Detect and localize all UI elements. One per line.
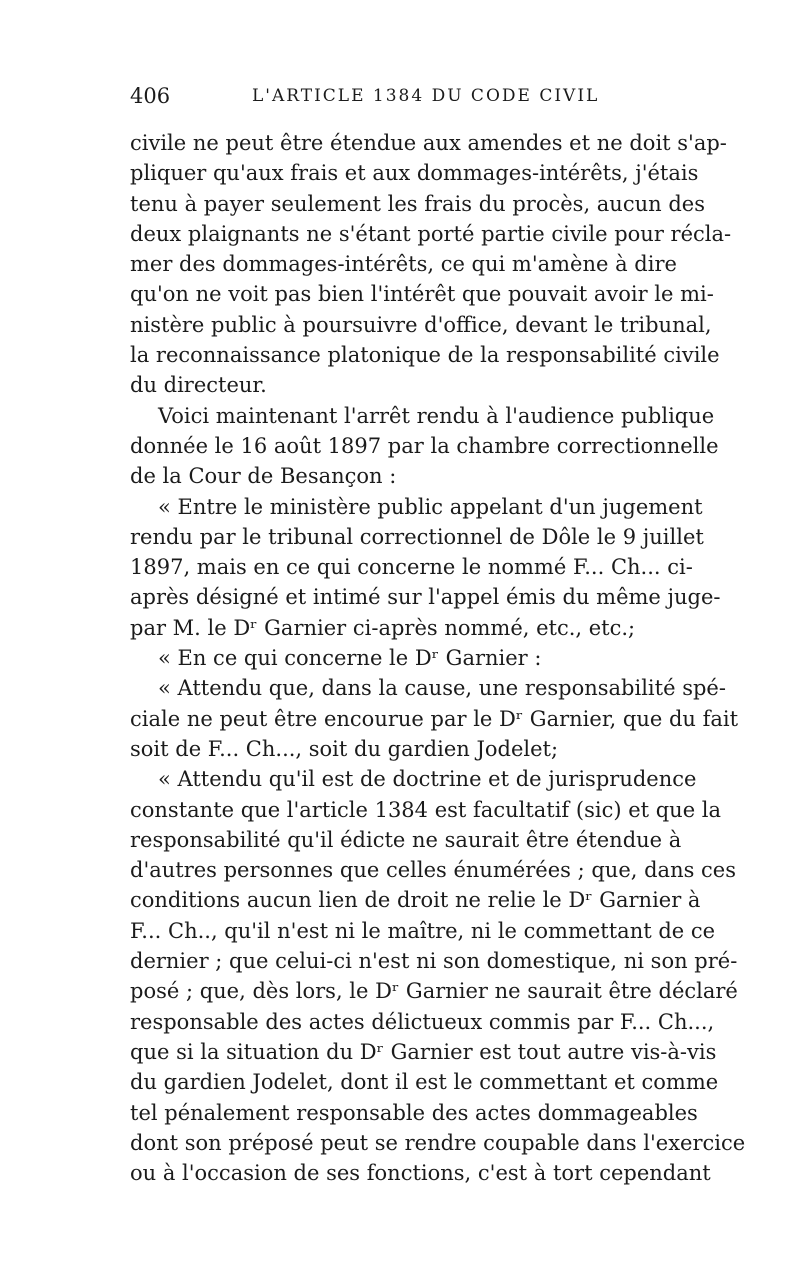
text-line: qu'on ne voit pas bien l'intérêt que pouvait avoir le mi- <box>130 282 714 307</box>
text-line: du directeur. <box>130 373 267 398</box>
text-line: « En ce qui concerne le Dʳ Garnier : <box>158 646 542 671</box>
page-number: 406 <box>130 84 171 108</box>
text-line: 1897, mais en ce qui concerne le nommé F... Ch... ci- <box>130 555 693 580</box>
text-line: pliquer qu'aux frais et aux dommages-intérêts, j'étais <box>130 161 699 186</box>
text-line: que si la situation du Dʳ Garnier est tout autre vis-à-vis <box>130 1039 717 1064</box>
body-text <box>130 128 746 1188</box>
text-line: soit de F... Ch..., soit du gardien Jodelet; <box>130 736 559 761</box>
running-title: L'ARTICLE 1384 DU CODE CIVIL <box>252 86 600 106</box>
text-line: constante que l'article 1384 est facultatif (sic) et que la <box>130 797 722 822</box>
text-line: donnée le 16 août 1897 par la chambre correctionnelle <box>130 433 719 458</box>
text-line: posé ; que, dès lors, le Dʳ Garnier ne saurait être déclaré <box>130 979 738 1004</box>
text-line: deux plaignants ne s'étant porté partie civile pour récla- <box>130 221 732 246</box>
text-line: civile ne peut être étendue aux amendes et ne doit s'ap- <box>130 131 727 155</box>
text-line: « Attendu que, dans la cause, une responsabilité spé- <box>158 676 726 701</box>
text-line: responsable des actes délictueux commis par F... Ch..., <box>130 1009 715 1034</box>
text-line: ciale ne peut être encourue par le Dʳ Garnier, que du fait <box>130 706 739 731</box>
text-line: Voici maintenant l'arrêt rendu à l'audience publique <box>158 403 715 428</box>
text-line: ou à l'occasion de ses fonctions, c'est à tort cependant <box>130 1161 711 1186</box>
text-line: conditions aucun lien de droit ne relie le Dʳ Garnier à <box>130 888 701 913</box>
text-line: nistère public à poursuivre d'office, devant le tribunal, <box>130 312 712 337</box>
text-line: F... Ch.., qu'il n'est ni le maître, ni le commettant de ce <box>130 918 716 943</box>
text-line: rendu par le tribunal correctionnel de Dôle le 9 juillet <box>130 524 704 549</box>
text-line: tel pénalement responsable des actes dommageables <box>130 1100 698 1125</box>
text-line: de la Cour de Besançon : <box>130 464 397 489</box>
text-line: « Attendu qu'il est de doctrine et de jurisprudence <box>158 767 697 792</box>
text-line: tenu à payer seulement les frais du procès, aucun des <box>130 191 705 216</box>
text-line: du gardien Jodelet, dont il est le commettant et comme <box>130 1070 719 1095</box>
page-header <box>130 84 672 114</box>
text-line: dont son préposé peut se rendre coupable dans l'exercice <box>130 1130 746 1155</box>
text-line: mer des dommages-intérêts, ce qui m'amène à dire <box>130 252 677 277</box>
text-line: après désigné et intimé sur l'appel émis du même juge- <box>130 585 721 610</box>
text-line: par M. le Dʳ Garnier ci-après nommé, etc., etc.; <box>130 615 636 640</box>
text-line: responsabilité qu'il édicte ne saurait être étendue à <box>130 827 682 852</box>
text-line: la reconnaissance platonique de la responsabilité civile <box>130 343 720 368</box>
text-line: dernier ; que celui-ci n'est ni son domestique, ni son pré- <box>130 949 738 974</box>
text-line: d'autres personnes que celles énumérées ; que, dans ces <box>130 858 737 883</box>
text-line: « Entre le ministère public appelant d'un jugement <box>158 494 703 519</box>
